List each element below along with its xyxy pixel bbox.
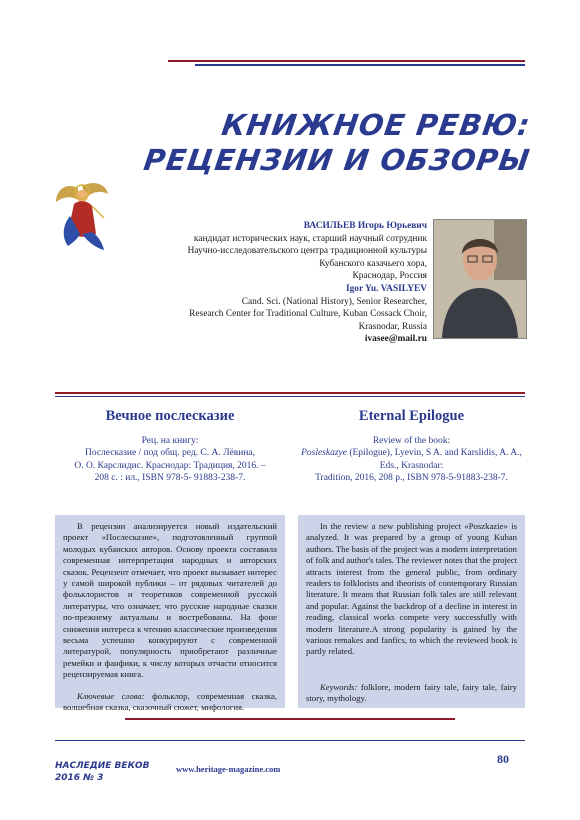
author-affil-ru-2: Научно-исследовательского центра традиционной культуры xyxy=(187,246,427,257)
left-review-info xyxy=(55,435,285,484)
right-review-info xyxy=(298,435,525,484)
left-review-line-2: Послесказие / под общ. ред. С. А. Лёвина, xyxy=(84,448,256,459)
separator-rule-red xyxy=(55,392,525,394)
keywords-ru-label: Ключевые слова: xyxy=(77,690,145,701)
author-name-ru: ВАСИЛЬЕВ Игорь Юрьевич xyxy=(303,221,427,231)
keywords-ru-text: фольклор, современная сказка, волшебная сказка, сказочный сюжет, мифология. xyxy=(63,690,277,713)
author-name-en: Igor Yu. VASILYEV xyxy=(345,283,427,294)
keywords-en-label: Keywords: xyxy=(320,681,358,692)
left-article-title: Вечное послесказие xyxy=(105,408,235,424)
section-title-line2: РЕЦЕНЗИИ И ОБЗОРЫ xyxy=(141,143,533,177)
author-affil-ru-1: кандидат исторических наук, старший научный сотрудник xyxy=(193,233,427,244)
journal-title: НАСЛЕДИЕ ВЕКОВ xyxy=(55,761,150,771)
keywords-en-text: folklore, modern fairy tale, fairy tale, fairy story, mythology. xyxy=(306,681,517,704)
author-affil-ru-3: Кубанского казачьего хора, xyxy=(319,258,427,269)
keywords-en xyxy=(306,682,517,705)
author-affil-en-1: Cand. Sci. (National History), Senior Researcher, xyxy=(241,296,427,307)
right-article-title: Eternal Epilogue xyxy=(358,408,465,424)
author-block xyxy=(127,220,427,346)
bottom-rule-blue xyxy=(55,740,525,741)
author-affil-en-2: Research Center for Traditional Culture, Kuban Cossack Choir, xyxy=(189,309,427,320)
author-email[interactable]: ivasee@mail.ru xyxy=(364,334,427,345)
abstract-en xyxy=(298,515,525,708)
author-affil-ru-4: Краснодар, Россия xyxy=(352,271,427,282)
author-affil-en-3: Krasnodar, Russia xyxy=(358,321,427,332)
page-number: 80 xyxy=(497,752,509,766)
journal-issue: 2016 № 3 xyxy=(55,773,104,783)
author-photo xyxy=(433,219,527,339)
left-review-line-3: О. О. Карслидис. Краснодар: Традиция, 2016. – xyxy=(74,460,266,471)
separator-rule-blue xyxy=(55,396,525,397)
left-review-line-1: Рец. на книгу: xyxy=(141,436,199,446)
abstract-ru-text: В рецензии анализируется новый издательский проект «Послесказие», подготовленный группой молодых кубанских авторов. Основу проекта составила современная интерпретация народных и авторских сказок. Рецензент отмечает, что проект вызывает интерес у самой широкой публики – от рядовых читателей до фольклористов и теоретиков современной русской литературы, что означает, что русские народные сказки по-прежнему актуальны и востребованы. На фоне снижения интереса к чтению классические произведения весьма успешно конкурируют с современной литературой, популярность приобретают различные ремейки и фанфики, к числу которых отчасти относится рецензируемая книга. xyxy=(63,521,277,680)
abstract-ru xyxy=(55,515,285,713)
journal-name xyxy=(55,760,149,784)
abstract-en-text: In the review a new publishing project «Poszkazie» is analyzed. It was prepared by a group of young Kuban authors. The basis of the project was a modern interpretation of folk and author's tales. The reviewer notes that the project attracts interest from the general public, from ordinary readers to folklorists and theorists of contemporary Russian literature. It means that Russian folk tales are still relevant and popular. Against the backdrop of a decline in interest in reading, classical works compete very successfully with modern literature.A strong popularity is gained by the various remakes and fanfics, to which the reviewed book is partly related. xyxy=(306,521,517,657)
right-review-line-1: Review of the book: xyxy=(372,436,451,446)
right-review-book-title: Posleskazye xyxy=(301,448,347,459)
right-review-line-3: Eds., Krasnodar: xyxy=(379,460,444,471)
keywords-ru xyxy=(63,691,277,714)
website-link[interactable]: www.heritage-magazine.com xyxy=(176,764,281,774)
right-review-line-2-rest: (Epilogue), Lyevin, S A. and Karslidis, A. A., xyxy=(346,448,522,459)
right-review-line-2 xyxy=(298,447,525,459)
angel-illustration xyxy=(52,178,110,254)
left-review-line-4: 208 с. : ил., ISBN 978-5- 91883-238-7. xyxy=(94,472,246,483)
header-rule-blue xyxy=(195,64,525,66)
right-review-line-4: Tradition, 2016, 208 p., ISBN 978-5-91883-238-7. xyxy=(315,472,508,483)
header-rule-red xyxy=(168,60,525,62)
section-title-line1: КНИЖНОЕ РЕВЮ: xyxy=(219,108,533,142)
bottom-rule-red xyxy=(125,718,455,720)
